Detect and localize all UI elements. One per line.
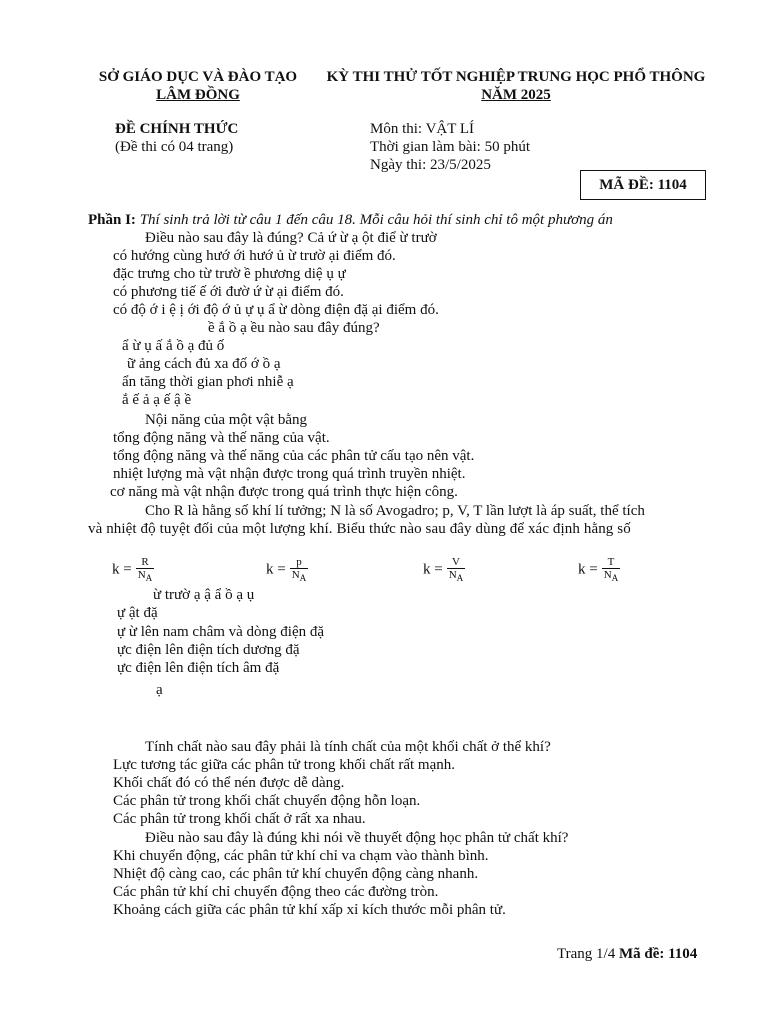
- question-line: ạ: [156, 682, 163, 698]
- formula-option: [266, 556, 308, 584]
- answer-line: Các phân tử khí chỉ chuyển động theo các đường tròn.: [113, 884, 439, 900]
- formula-den-main: N: [291, 569, 300, 581]
- formula-option: [112, 556, 154, 584]
- answer-line: Các phân tử trong khối chất chuyển động hỗn loạn.: [113, 793, 421, 809]
- formula-den-sub: A: [456, 573, 464, 584]
- formula-den-sub: A: [299, 573, 307, 584]
- formula-option: [423, 556, 465, 584]
- subject-line: Môn thi: VẬT LÍ: [370, 121, 475, 137]
- exam-code-box: [580, 170, 706, 200]
- answer-line: nhiệt lượng mà vật nhận được trong quá trình truyền nhiệt.: [113, 466, 466, 482]
- answer-line: tổng động năng và thế năng của các phân tử cấu tạo nên vật.: [113, 448, 475, 464]
- answer-line: có phương tiế ế ới đườ ứ ừ ại điểm đó.: [113, 284, 344, 300]
- answer-line: ắ ế ả ạ ế ậ ề: [122, 392, 192, 408]
- answer-line: Các phân tử trong khối chất ở rất xa nhau.: [113, 811, 366, 827]
- formula-den-sub: A: [611, 573, 619, 584]
- question-line: Tính chất nào sau đây phải là tính chất của một khối chất ở thể khí?: [145, 739, 551, 755]
- formula-denominator: [290, 569, 309, 584]
- province-name: LÂM ĐỒNG: [156, 87, 240, 103]
- answer-line: Khối chất đó có thể nén được dễ dàng.: [113, 775, 345, 791]
- formula-den-sub: A: [145, 573, 153, 584]
- department-name: SỞ GIÁO DỤC VÀ ĐÀO TẠO: [98, 69, 298, 85]
- formula-option: [578, 556, 620, 584]
- answer-line: Lực tương tác giữa các phân tử trong khối chất rất mạnh.: [113, 757, 456, 773]
- answer-line: Nhiệt độ càng cao, các phân tử khí chuyển động càng nhanh.: [113, 866, 479, 882]
- answer-line: ự ật đặ: [117, 605, 158, 621]
- formula-fraction: [136, 556, 155, 584]
- formula-lhs: k =: [423, 561, 443, 578]
- answer-line: Khi chuyển động, các phân tử khí chỉ va chạm vào thành bình.: [113, 848, 489, 864]
- formula-denominator: [447, 569, 466, 584]
- formula-den-main: N: [137, 569, 146, 581]
- formula-lhs: k =: [578, 561, 598, 578]
- formula-lhs: k =: [112, 561, 132, 578]
- formula-den-main: N: [603, 569, 612, 581]
- page-number: Trang 1/4: [557, 946, 616, 962]
- official-label: ĐỀ CHÍNH THỨC: [115, 121, 239, 137]
- formula-lhs: k =: [266, 561, 286, 578]
- answer-line: ẩn tăng thời gian phơi nhiễ ạ: [122, 374, 294, 390]
- answer-line: có hướng cùng hướ ới hướ ủ ừ trườ ại điểm đó.: [113, 248, 396, 264]
- time-line: Thời gian làm bài: 50 phút: [370, 139, 530, 155]
- exam-title: KỲ THI THỬ TỐT NGHIỆP TRUNG HỌC PHỔ THÔNG: [326, 69, 706, 85]
- answer-line: ực điện lên điện tích dương đặ: [117, 642, 300, 658]
- answer-line: ực điện lên điện tích âm đặ: [117, 660, 280, 676]
- formula-denominator: [136, 569, 155, 584]
- formula-numerator: p: [290, 556, 309, 569]
- formula-numerator: V: [447, 556, 466, 569]
- part1-label: Phần I:: [88, 212, 136, 228]
- part1-heading: [88, 211, 613, 229]
- formula-fraction: [447, 556, 466, 584]
- exam-code-text: MÃ ĐỀ: 1104: [599, 177, 687, 193]
- question-line: Điều nào sau đây là đúng khi nói về thuyết động học phân tử chất khí?: [145, 830, 569, 846]
- answer-line: cơ năng mà vật nhận được trong quá trình thực hiện công.: [110, 484, 458, 500]
- question-line: Nội năng của một vật bằng: [145, 412, 308, 428]
- answer-line: ự ừ lên nam châm và dòng điện đặ: [117, 624, 325, 640]
- question-line: ừ trườ ạ ậ ẩ ồ ạ ụ: [153, 587, 255, 603]
- formula-fraction: [290, 556, 309, 584]
- answer-line: Khoảng cách giữa các phân tử khí xấp xỉ kích thước mỗi phân tử.: [113, 902, 506, 918]
- formula-denominator: [602, 569, 621, 584]
- pages-note: (Đề thi có 04 trang): [115, 139, 234, 155]
- answer-line: đặc trưng cho từ trườ ề phương diệ ụ ự: [113, 266, 346, 282]
- exam-year: NĂM 2025: [481, 87, 551, 103]
- question-line: và nhiệt độ tuyệt đối của một lượng khí. Biểu thức nào sau đây dùng để xác định hằng số: [88, 521, 631, 537]
- part1-instruction: Thí sinh trả lời từ câu 1 đến câu 18. Mỗi câu hỏi thí sinh chỉ tô một phương án: [139, 212, 613, 228]
- formula-numerator: T: [602, 556, 621, 569]
- answer-line: tổng động năng và thế năng của vật.: [113, 430, 330, 446]
- question-line: Cho R là hằng số khí lí tưởng; N là số Avogadro; p, V, T lần lượt là áp suất, thể tích: [145, 503, 645, 519]
- formula-fraction: [602, 556, 621, 584]
- answer-line: ẩ ừ ụ ấ ắ ồ ạ đủ ố: [122, 338, 225, 354]
- formula-den-main: N: [448, 569, 457, 581]
- answer-line: ữ ảng cách đủ xa đố ớ ồ ạ: [127, 356, 281, 372]
- page-footer: [557, 945, 697, 963]
- answer-line: có độ ớ i ệ ị ới độ ớ ủ ự ụ ẩ ừ dòng điện đặ ại điểm đó.: [113, 302, 439, 318]
- date-line: Ngày thi: 23/5/2025: [370, 157, 491, 173]
- formula-numerator: R: [136, 556, 155, 569]
- footer-exam-code: Mã đề: 1104: [618, 946, 698, 962]
- question-line: ề ắ ồ ạ ều nào sau đây đúng?: [208, 320, 380, 336]
- question-line: Điều nào sau đây là đúng? Cả ứ ừ ạ ột điể ừ trườ: [145, 230, 437, 246]
